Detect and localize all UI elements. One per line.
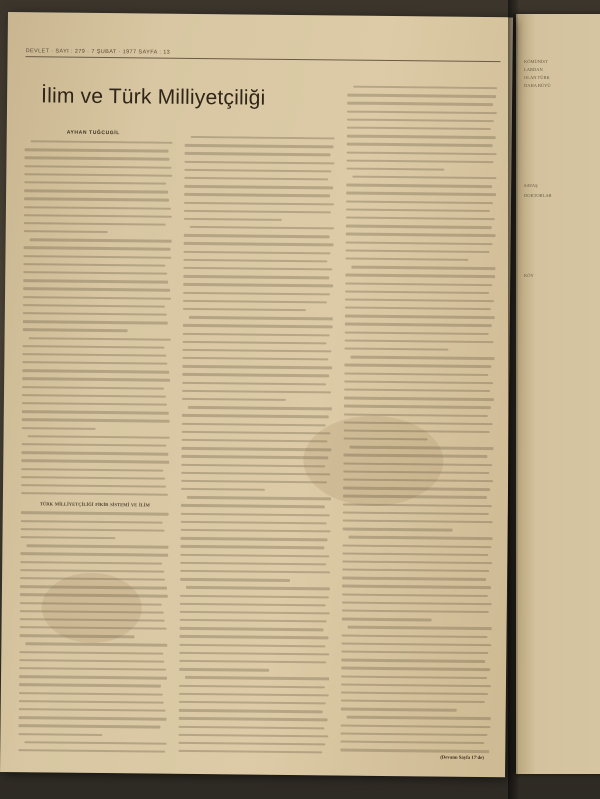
text-line [183,283,333,287]
text-line [344,405,491,409]
text-line [187,496,334,500]
text-line [184,242,334,246]
text-line [346,159,493,163]
text-line [19,724,161,728]
text-line [179,668,269,671]
text-line [22,361,167,365]
text-line [20,593,168,597]
text-line [24,214,172,218]
text-line [342,601,492,605]
text-line [181,512,330,516]
text-line [20,610,164,614]
text-line [179,635,328,639]
text-line [22,386,164,390]
text-line [20,585,167,589]
text-line [348,626,497,630]
text-line [343,479,493,483]
text-line [345,298,494,302]
text-line [19,692,163,696]
text-line [184,201,334,205]
text-line [23,320,168,324]
text-line [181,504,325,508]
text-line [22,369,169,373]
article-column-3 [340,86,497,768]
text-line [19,700,164,704]
text-line [20,602,162,606]
text-line [343,462,492,466]
text-line [19,708,166,712]
text-line [21,520,163,524]
text-line [342,569,489,573]
text-line [18,733,102,736]
text-line [184,234,330,238]
text-line [347,143,493,147]
text-line [22,353,166,357]
text-line [179,709,323,713]
text-line [347,102,493,106]
text-line [351,266,497,270]
text-line [183,300,327,304]
adjacent-page-text: KÖY [524,273,534,278]
text-line [343,511,489,515]
text-line [341,683,491,687]
text-line [343,495,487,499]
text-line [180,619,327,623]
text-line [346,249,490,253]
text-line [341,642,491,646]
text-line [347,94,496,98]
text-line [347,126,491,130]
text-line [20,577,165,581]
text-line [179,660,326,664]
text-line [340,741,484,745]
text-line [342,585,491,589]
text-line [183,267,332,271]
text-line [179,643,325,647]
text-line [347,716,493,720]
article-title: İlim ve Türk Milliyetçiliği [41,84,266,110]
text-line [25,148,169,152]
text-line [182,349,331,353]
text-line [180,570,330,574]
text-line [22,427,96,430]
text-line [18,749,165,753]
text-line [185,676,334,680]
text-line [344,438,428,441]
text-line [24,206,171,210]
text-line [345,339,494,343]
text-line [345,331,489,335]
text-line [179,725,325,729]
text-line [341,675,487,679]
article-subheading: TÜRK MİLLİYETÇİLİĞİ FİKİR SİSTEMİ VE İLİM [39,501,150,508]
text-line [182,439,328,443]
text-line [26,544,172,548]
text-line [180,562,326,566]
text-line [182,390,331,394]
text-line [181,529,331,533]
text-line [182,357,328,361]
text-line [23,312,167,316]
text-line [181,447,331,451]
text-line [347,135,496,139]
text-line [182,422,326,426]
text-line [183,332,330,336]
adjacent-page-text: DOKTORLAR [524,193,552,198]
text-line [21,492,168,496]
text-line [21,484,166,488]
text-line [19,675,167,679]
text-line [190,226,335,230]
text-line [344,388,490,392]
text-line [347,118,494,122]
text-line [181,455,328,459]
text-line [179,701,326,705]
text-line [20,553,168,557]
text-line [181,480,327,484]
text-line [184,169,331,173]
text-line [23,296,171,300]
text-line [23,279,168,283]
text-line [24,173,172,177]
text-line [340,732,487,736]
text-line [341,659,485,663]
text-line [342,593,488,597]
text-line [23,328,128,331]
text-line [353,86,497,90]
article-column-2 [178,136,335,763]
text-line [23,288,170,292]
text-line [189,316,335,320]
text-line [342,544,491,548]
text-line [342,560,492,564]
text-line [345,282,492,286]
text-line [344,429,490,433]
text-line [21,468,163,472]
text-line [180,537,327,541]
text-line [184,193,330,197]
text-line [20,626,167,630]
text-line [344,421,493,425]
text-line [345,315,495,319]
text-line [183,250,330,254]
text-line [19,634,134,638]
text-line [346,233,496,237]
text-line [25,643,167,647]
adjacent-page [516,14,600,774]
text-line [346,225,492,229]
text-line [182,373,329,377]
text-line [181,472,330,476]
adjacent-page-text: DAHA BÜYÜ [524,83,551,88]
text-line [29,337,173,341]
text-line [178,734,328,738]
text-line [28,435,172,439]
text-line [23,304,165,308]
text-line [186,586,330,590]
text-line [24,230,108,233]
text-line [183,308,306,312]
text-line [342,610,489,614]
text-line [31,140,173,144]
text-line [179,717,328,721]
text-line [22,402,167,406]
text-line [180,578,290,582]
text-line [24,222,166,226]
text-line [178,750,322,754]
text-line [180,603,326,607]
text-line [22,410,169,414]
text-line [346,217,495,221]
text-line [23,255,171,259]
text-line [341,724,491,728]
text-line [184,177,328,181]
text-line [24,157,169,161]
text-line [184,185,333,189]
text-line [180,594,329,598]
text-line [343,487,490,491]
text-line [24,741,169,745]
text-line [182,431,331,435]
text-line [185,144,334,148]
text-line [21,528,165,532]
text-line [341,691,488,695]
text-line [346,241,493,245]
text-line [24,165,171,169]
text-line [182,414,329,418]
text-line [21,459,169,463]
text-line [346,167,444,170]
text-line [180,545,324,549]
text-line [346,200,493,204]
text-line [20,569,164,573]
continuation-note: (Devamı Sayfa 17'de) [440,755,484,762]
page-header: DEVLET · SAYI : 279 · 7 ŞUBAT · 1977 SAYFA : 13 [25,48,171,56]
newspaper-page [0,12,513,777]
text-line [347,151,497,155]
text-line [343,454,487,458]
text-line [345,323,492,327]
text-line [22,419,170,423]
text-line [345,257,468,261]
text-line [30,238,173,242]
text-line [341,708,457,712]
text-line [343,503,492,507]
text-line [182,398,286,401]
text-line [344,348,448,351]
text-line [184,160,334,164]
text-line [343,528,453,532]
text-line [180,553,329,557]
text-line [191,136,335,140]
text-line [181,488,265,491]
text-line [340,749,489,753]
text-line [183,341,327,345]
text-line [342,618,432,621]
text-line [341,667,490,671]
text-line [341,700,485,704]
text-line [20,536,115,539]
text-line [19,684,161,688]
text-line [346,208,490,212]
adjacent-page-text: OLAN TÜRK [524,75,550,80]
text-line [349,446,496,450]
text-line [22,378,170,382]
text-line [185,152,331,156]
text-line [344,364,491,368]
text-line [344,413,488,417]
text-line [343,519,493,523]
text-line [21,476,165,480]
text-line [342,577,486,581]
text-line [342,552,488,556]
text-line [24,197,169,201]
text-line [179,684,325,688]
text-line [343,470,489,474]
text-line [23,271,167,275]
text-line [183,275,329,279]
text-line [341,634,487,638]
text-line [346,184,492,188]
text-line [188,406,335,410]
text-line [181,521,327,525]
text-line [183,259,327,263]
text-line [19,659,164,663]
text-line [183,291,330,295]
text-line [182,365,332,369]
text-line [184,210,331,214]
text-line [24,181,166,185]
text-line [183,324,333,328]
text-line [178,742,325,746]
adjacent-page-text: SAVAŞ [524,183,538,188]
text-line [180,627,324,631]
text-line [344,372,488,376]
text-line [345,307,491,311]
text-line [341,650,488,654]
text-line [24,189,168,193]
text-line [184,218,282,221]
text-line [350,356,497,360]
text-line [344,380,493,384]
text-line [22,394,166,398]
text-line [19,651,163,655]
article-author: AYHAN TUĞCUGİL [66,129,120,137]
text-line [24,247,171,251]
text-line [23,263,165,267]
page-fold-shadow [508,0,518,799]
text-line [20,618,165,622]
text-line [21,451,168,455]
adjacent-page-text: KÖMÜNİST [524,59,548,64]
text-line [21,443,166,447]
text-line [21,512,169,516]
text-line [346,192,496,196]
text-line [345,290,489,294]
text-line [179,652,329,656]
text-line [180,611,330,615]
text-line [344,397,494,401]
text-line [352,176,497,180]
text-line [19,667,166,671]
text-line [349,536,493,540]
text-line [20,561,162,565]
text-line [345,274,495,278]
text-line [19,716,167,720]
text-line [22,345,164,349]
text-line [347,110,497,114]
adjacent-page-text: LARDAN [524,67,543,72]
text-line [182,381,326,385]
text-line [181,463,325,467]
article-column-1 [18,140,172,757]
text-line [179,693,329,697]
